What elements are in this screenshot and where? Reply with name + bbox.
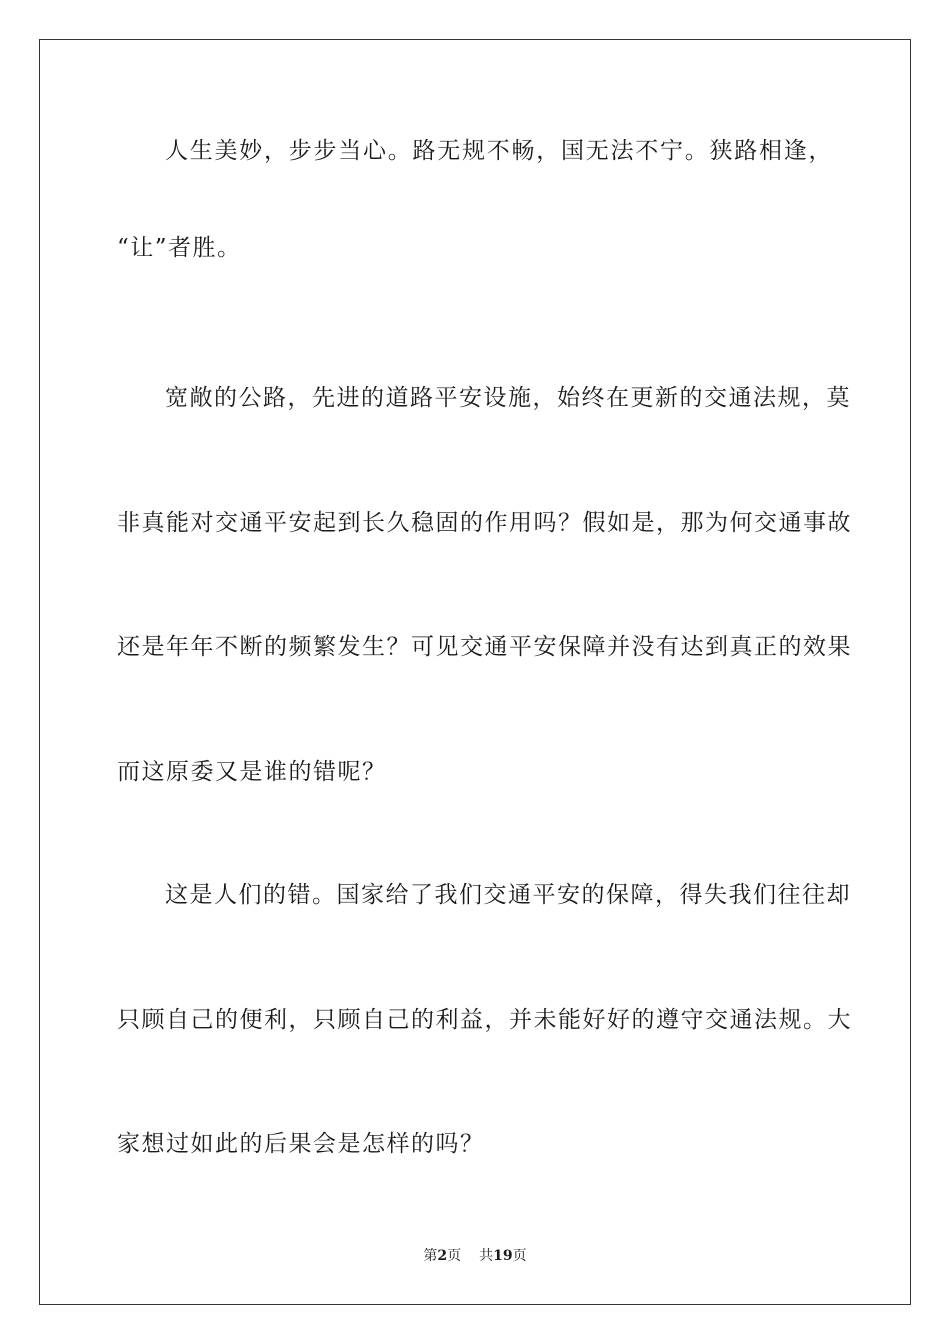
page-number: 2 <box>437 1248 448 1264</box>
paragraph-3-line-2: 只顾自己的便利，只顾自己的利益，并未能好好的遵守交通法规。大 <box>117 1007 852 1033</box>
paragraph-1-line-1: 人生美妙，步步当心。路无规不畅，国无法不宁。狭路相逢， <box>165 138 833 164</box>
total-pages: 19 <box>493 1248 513 1264</box>
paragraph-3-line-1: 这是人们的错。国家给了我们交通平安的保障，得失我们往往却 <box>165 882 851 908</box>
paragraph-1-line-2: “让”者胜。 <box>117 235 242 261</box>
page-border <box>39 39 911 1305</box>
page-label-suffix: 页 <box>447 1248 462 1264</box>
total-label-prefix: 共 <box>479 1248 494 1264</box>
paragraph-3-line-3: 家想过如此的后果会是怎样的吗？ <box>117 1131 485 1157</box>
page-label-prefix: 第 <box>423 1248 438 1264</box>
total-label-suffix: 页 <box>512 1248 527 1264</box>
paragraph-2-line-2: 非真能对交通平安起到长久稳固的作用吗？假如是，那为何交通事故 <box>117 510 852 536</box>
paragraph-2-line-1: 宽敞的公路，先进的道路平安设施，始终在更新的交通法规，莫 <box>165 385 851 411</box>
paragraph-2-line-4: 而这原委又是谁的错呢？ <box>117 759 387 785</box>
paragraph-2-line-3: 还是年年不断的频繁发生？可见交通平安保障并没有达到真正的效果 <box>117 634 852 660</box>
page-footer <box>0 1247 950 1265</box>
